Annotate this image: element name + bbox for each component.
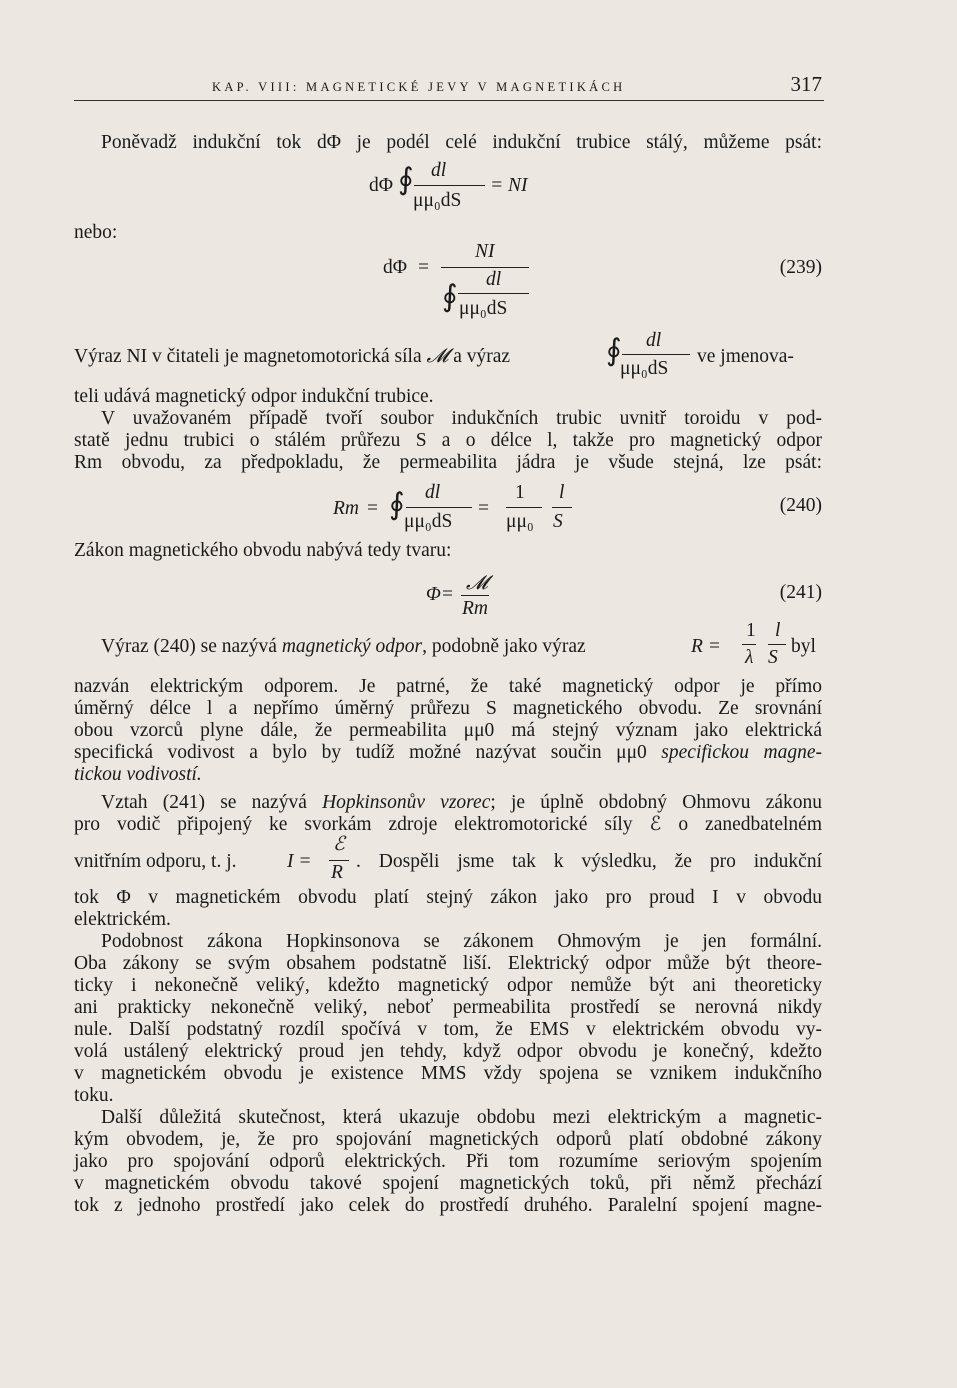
text-line: Výraz NI v čitateli je magnetomotorická síla 𝓜 a výraz — [74, 346, 511, 367]
equation-number: (241) — [779, 582, 822, 603]
text-line: kým obvodem, je, že pro spojování magnetických odporů platí obdobné zákony — [74, 1129, 822, 1150]
text-line: toku. — [74, 1085, 114, 1106]
text-line: nazván elektrickým odporem. Je patrné, že také magnetický odpor je přímo — [74, 676, 822, 697]
text-line: ani prakticky nekonečně veliký, neboť permeabilita prostředí se nerovná nikdy — [74, 997, 822, 1018]
text-line: Oba zákony se svým obsahem podstatně liší. Elektrický odpor může být theore- — [74, 953, 822, 974]
text-line: v magnetickém obvodu je existence MMS vždy spojena se vznikem indukčního — [74, 1063, 822, 1084]
chapter-title: KAP. VIII: MAGNETICKÉ JEVY V MAGNETIKÁCH — [212, 80, 626, 94]
book-page: KAP. VIII: MAGNETICKÉ JEVY V MAGNETIKÁCH 317 Poněvadž indukční tok dΦ je podél celé indukční trubice stálý, můžeme psát: dΦ ∮ dl μμ₀dS = NI nebo: dΦ = NI ∮ dl μμ₀dS (239) Výraz NI v čitateli je magnetomotorická síla 𝓜 a výraz ∮ dl μμ₀dS ve jmenova- teli udává magnetický odpor indukční trubice. V uvažovaném případě tvoří soubor indukčních trubic uvnitř toroidu v pod- statě jednu trubici o stálém průřezu S a o délce l, takže pro magnetický odpor Rm obvodu, za předpokladu, že permeabilita jádra je všude stejná, lze psát: Rm = ∮ dl μμ₀dS = 1 μμ₀ l S (240) Zákon magnetického obvodu nabývá tedy tvaru: Φ = 𝓜 Rm (241) Výraz (240) se nazývá magnetický odpor, podobně jako výraz R = 1 λ l S byl nazván elektrickým odporem. Je patrné, že také magnetický odpor je přímo úměrný délce l a nepřímo úměrný průřezu S magnetického obvodu. Ze srovnání obou vzorců plyne dále, že permeabilita μμ0 má stejný význam jako elektrická specifická vodivost a bylo by tudíž možné nazývat součin μμ0 specifickou magne- tickou vodivostí. Vztah (241) se nazývá Hopkinsonův vzorec; je úplně obdobný Ohmovu zákonu pro vodič připojený ke svorkám zdroje elektromotorické síly ℰ o zanedbatelném vnitřním odporu, t. j. I = ℰ R . Dospěli jsme tak k výsledku, že pro indukční tok Φ v magnetickém obvodu platí stejný zákon jako pro proud I v obvodu elektrickém. Podobnost zákona Hopkinsonova se zákonem Ohmovým je jen formální. Oba zákony se svým obsahem podstatně liší. Elektrický odpor může být theore- ticky i nekonečně veliký, kdežto magnetický odpor nemůže být ani theoreticky ani prakticky nekonečně veliký, neboť permeabilita prostředí se nerovná nikdy nule. Další podstatný rozdíl spočívá v tom, že EMS v elektrickém obvodu vy- volá ustálený elektrický proud jen tehdy, když odpor obvodu je konečný, kdežto v magnetickém obvodu je existence MMS vždy spojena se vznikem indukčního toku. Další důležitá skutečnost, která ukazuje obdobu mezi elektrickým a magnetic- kým obvodem, je, že pro spojování magnetických odporů platí obdobné zákony jako pro spojování odporů elektrických. Při tom rozumíme seriovým spojením v magnetickém obvodu takové spojení magnetických toků, při němž přechází tok z jednoho prostředí jako celek do prostředí druhého. Paralelní spojení magne- — [74, 72, 822, 1216]
text-line: vnitřním odporu, t. j. — [74, 851, 237, 872]
text-line: nule. Další podstatný rozdíl spočívá v tom, že EMS v elektrickém obvodu vy- — [74, 1019, 822, 1040]
text-line: obou vzorců plyne dále, že permeabilita μμ0 má stejný význam jako elektrická — [74, 720, 822, 741]
text-line: V uvažovaném případě tvoří soubor indukčních trubic uvnitř toroidu v pod- — [101, 408, 822, 429]
text-line: jako pro spojování odporů elektrických. Při tom rozumíme seriovým spojením — [74, 1151, 822, 1172]
running-header — [74, 72, 824, 101]
text-line: tickou vodivostí. — [74, 764, 202, 785]
text-line: v magnetickém obvodu takové spojení magnetických toků, při němž přechází — [74, 1173, 822, 1194]
text-line: volá ustálený elektrický proud jen tehdy, když odpor obvodu je konečný, kdežto — [74, 1041, 822, 1062]
text-line: tok z jednoho prostředí jako celek do prostředí druhého. Paralelní spojení magne- — [74, 1195, 822, 1216]
text-line: Poněvadž indukční tok dΦ je podél celé indukční trubice stálý, můžeme psát: — [101, 132, 822, 153]
text-line: Zákon magnetického obvodu nabývá tedy tvaru: — [74, 540, 452, 561]
page-number: 317 — [790, 72, 822, 96]
text-line: Vztah (241) se nazývá Hopkinsonův vzorec; je úplně obdobný Ohmovu zákonu — [101, 792, 822, 813]
equation-number: (239) — [779, 257, 822, 278]
text-line: Výraz (240) se nazývá magnetický odpor, podobně jako výraz — [101, 636, 586, 657]
text-nebo: nebo: — [74, 222, 118, 243]
text-line: Další důležitá skutečnost, která ukazuje obdobu mezi elektrickým a magnetic- — [101, 1107, 822, 1128]
text-line: statě jednu trubici o stálém průřezu S a o délce l, takže pro magnetický odpor — [74, 430, 822, 451]
text-line: tok Φ v magnetickém obvodu platí stejný zákon jako pro proud I v obvodu — [74, 887, 822, 908]
text-line: specifická vodivost a bylo by tudíž možné nazývat součin μμ0 specifickou magne- — [74, 742, 822, 763]
text-line: elektrickém. — [74, 909, 171, 930]
text-line: Podobnost zákona Hopkinsonova se zákonem Ohmovým je jen formální. — [101, 931, 822, 952]
text-line: Rm obvodu, za předpokladu, že permeabilita jádra je všude stejná, lze psát: — [74, 452, 822, 473]
text-line: . Dospěli jsme tak k výsledku, že pro indukční — [356, 851, 822, 872]
text-line: ticky i nekonečně veliký, kdežto magnetický odpor nemůže být ani theoreticky — [74, 975, 822, 996]
text-line: byl — [791, 636, 816, 657]
text-line: pro vodič připojený ke svorkám zdroje elektromotorické síly ℰ o zanedbatelném — [74, 814, 822, 835]
text-line: ve jmenova- — [697, 346, 794, 367]
text-line: úměrný délce l a nepřímo úměrný průřezu S magnetického obvodu. Ze srovnání — [74, 698, 822, 719]
equation-number: (240) — [779, 495, 822, 516]
text-line: teli udává magnetický odpor indukční trubice. — [74, 386, 434, 407]
